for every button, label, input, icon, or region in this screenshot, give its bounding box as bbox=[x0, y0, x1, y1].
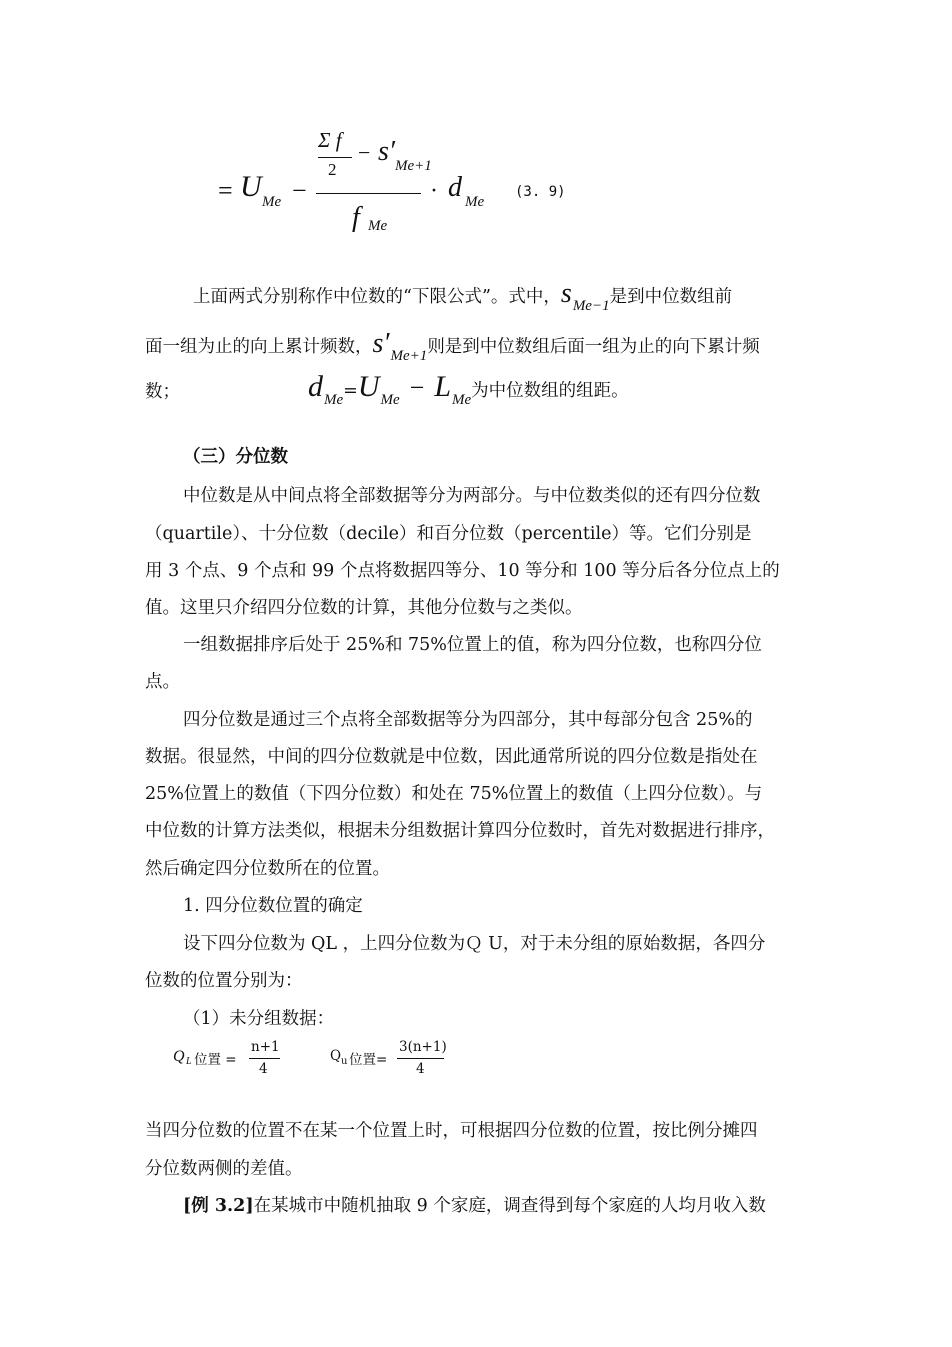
formula-minus: − bbox=[292, 176, 307, 205]
para6-line2: 分位数两侧的差值。 bbox=[145, 1159, 303, 1179]
ql-denominator: 4 bbox=[259, 1061, 268, 1077]
symbol-U: U bbox=[357, 370, 380, 403]
formula-minus-2: − bbox=[358, 140, 371, 165]
para6-line1: 当四分位数的位置不在某一个位置上时，可根据四分位数的位置，按比例分摊四 bbox=[145, 1121, 758, 1141]
qu-sub: u bbox=[341, 1056, 348, 1067]
formula-main-fraction-bar bbox=[316, 193, 421, 194]
para5-line1: 设下四分位数为 QL ，上四分位数为Ｑ U，对于未分组的原始数据，各四分 bbox=[183, 934, 766, 954]
para2-line1: 中位数是从中间点将全部数据等分为两部分。与中位数类似的还有四分位数 bbox=[183, 486, 761, 506]
symbol-s-next: s′ bbox=[372, 328, 390, 359]
formula-dot: · bbox=[430, 178, 438, 204]
para1-line1-tail: 是到中位数组前 bbox=[609, 287, 733, 307]
para2-line3: 用 3 个点、9 个点和 99 个点将数据四等分、10 等分和 100 等分后各分位点上的 bbox=[145, 561, 780, 581]
symbol-d-sub: Me bbox=[324, 392, 344, 408]
ql-text: 位置 = bbox=[194, 1052, 237, 1068]
symbol-d: d bbox=[308, 370, 323, 403]
qu-symbol: Q bbox=[330, 1048, 342, 1064]
formula-inner-fraction-bar bbox=[318, 157, 352, 158]
para1-line2-text: 面一组为止的向上累计频数， bbox=[145, 337, 373, 357]
qu-text: 位置= bbox=[349, 1052, 388, 1068]
para3-line2: 点。 bbox=[145, 672, 180, 692]
qu-denominator: 4 bbox=[416, 1061, 425, 1077]
para2-line4: 值。这里只介绍四分位数的计算，其他分位数与之类似。 bbox=[145, 598, 583, 618]
formula-s-sub: Me+1 bbox=[395, 158, 432, 174]
symbol-s-prev: s bbox=[560, 278, 572, 309]
ql-sub: L bbox=[186, 1056, 192, 1067]
para4-line4: 中位数的计算方法类似，根据未分组数据计算四分位数时，首先对数据进行排序， bbox=[145, 821, 775, 841]
item-heading: 1. 四分位数位置的确定 bbox=[183, 896, 363, 916]
ql-numerator: n+1 bbox=[251, 1039, 280, 1055]
para1-line3-text: 数； bbox=[145, 382, 180, 402]
qu-fraction-bar bbox=[397, 1058, 444, 1059]
symbol-s-prev-sub: Me−1 bbox=[572, 298, 610, 314]
formula-U-sub: Me bbox=[262, 194, 282, 210]
para4-line1: 四分位数是通过三个点将全部数据等分为四部分，其中每部分包含 25%的 bbox=[183, 710, 753, 730]
formula-s-prime: s′ bbox=[378, 136, 396, 167]
para4-line3: 25%位置上的数值（下四分位数）和处在 75%位置上的数值（上四分位数）。与 bbox=[145, 784, 763, 804]
example-tag: [例 3.2] bbox=[183, 1196, 254, 1216]
para1-line3-tail: 为中位数组的组距。 bbox=[471, 381, 629, 401]
symbol-minus: − bbox=[409, 373, 425, 402]
ql-symbol: Q bbox=[173, 1048, 185, 1065]
formula-equals: = bbox=[218, 176, 233, 205]
symbol-L-sub: Me bbox=[452, 392, 472, 408]
para1-line1-text: 上面两式分别称作中位数的“下限公式”。式中， bbox=[193, 287, 561, 307]
section-heading: （三）分位数 bbox=[183, 447, 288, 467]
para1-line2 bbox=[145, 328, 760, 364]
example-line bbox=[183, 1192, 766, 1217]
symbol-U-sub: Me bbox=[380, 392, 400, 408]
formula-sum-f: Σ f bbox=[318, 128, 342, 152]
qu-numerator: 3(n+1) bbox=[399, 1039, 447, 1055]
symbol-L: L bbox=[434, 370, 452, 403]
formula-f-sub: Me bbox=[368, 218, 388, 234]
para5-line2: 位数的位置分别为： bbox=[145, 971, 303, 991]
example-text: 在某城市中随机抽取 9 个家庭，调查得到每个家庭的人均月收入数 bbox=[253, 1196, 766, 1216]
symbol-eq: = bbox=[343, 381, 358, 401]
ql-fraction-bar bbox=[249, 1058, 280, 1059]
para4-line2: 数据。很显然，中间的四分位数就是中位数，因此通常所说的四分位数是指处在 bbox=[145, 747, 758, 767]
formula-f: f bbox=[352, 202, 360, 233]
formula-d-sub: Me bbox=[465, 194, 485, 210]
para1-line3 bbox=[145, 378, 180, 403]
para3-line1: 一组数据排序后处于 25%和 75%位置上的值，称为四分位数，也称四分位 bbox=[183, 635, 762, 655]
sub-heading: （1）未分组数据： bbox=[183, 1009, 335, 1029]
formula-two: 2 bbox=[328, 160, 337, 179]
para2-line2: （quartile）、十分位数（decile）和百分位数（percentile）等。它们分别是 bbox=[145, 524, 752, 544]
symbol-s-next-sub: Me+1 bbox=[390, 348, 428, 364]
para1-line2-tail: 则是到中位数组后面一组为止的向下累计频 bbox=[427, 337, 760, 357]
formula-U: U bbox=[240, 170, 262, 203]
formula-number: (3. 9) bbox=[515, 184, 566, 200]
formula-dme bbox=[308, 370, 629, 408]
formula-d: d bbox=[448, 172, 462, 203]
para1-line1 bbox=[193, 278, 733, 314]
para4-line5: 然后确定四分位数所在的位置。 bbox=[145, 859, 390, 879]
